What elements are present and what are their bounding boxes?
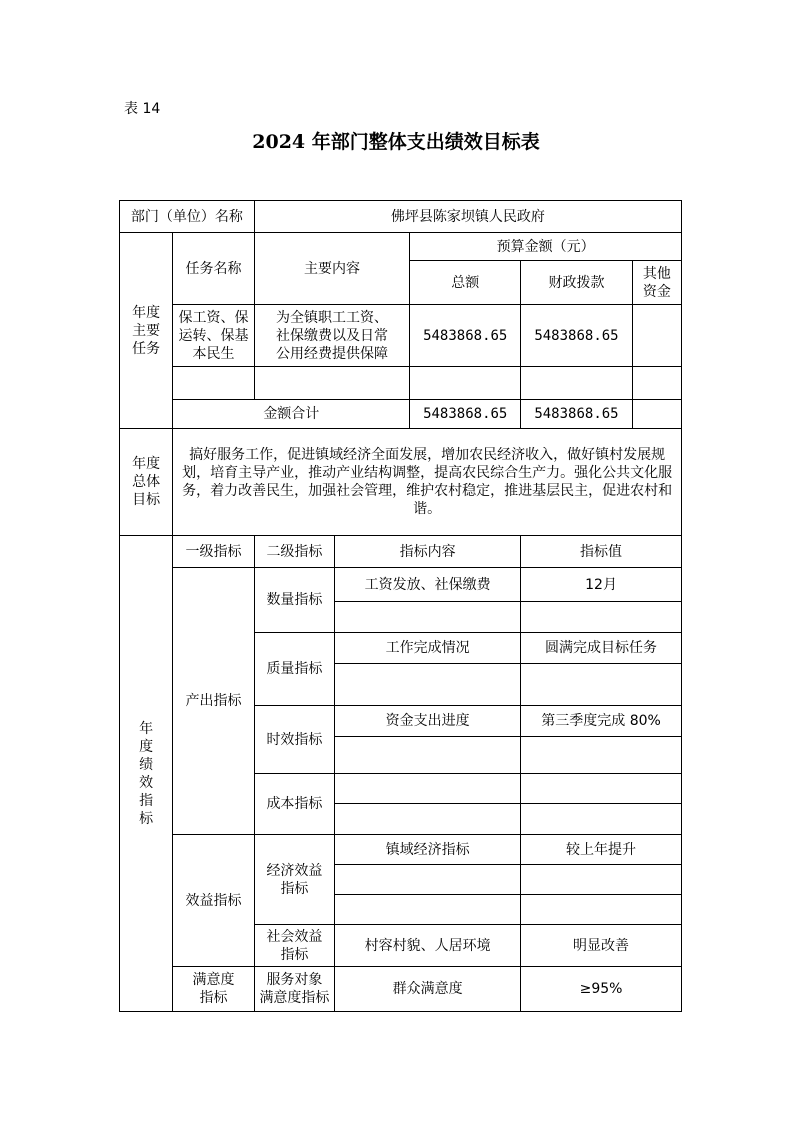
other-funds-header: 其他 资金 — [632, 261, 681, 305]
budget-header: 预算金额（元） — [410, 233, 682, 261]
indicator-content — [335, 895, 521, 925]
level2-timeliness: 时效指标 — [254, 706, 334, 774]
indicator-content — [335, 602, 521, 633]
empty-cell — [254, 367, 410, 400]
indicator-value — [521, 804, 682, 835]
performance-target-table — [119, 200, 682, 1012]
indicator-value — [521, 737, 682, 774]
level1-benefit: 效益指标 — [173, 835, 254, 967]
task-content-cell: 为全镇职工工资、 社保缴费以及日常 公用经费提供保障 — [254, 305, 410, 367]
fiscal-header: 财政拨款 — [521, 261, 633, 305]
indicator-content: 工作完成情况 — [335, 633, 521, 664]
level2-quality: 质量指标 — [254, 633, 334, 706]
indicator-value — [521, 774, 682, 804]
task-other-cell — [632, 305, 681, 367]
dept-value: 佛坪县陈家坝镇人民政府 — [254, 201, 681, 233]
indicator-content: 村容村貌、人居环境 — [335, 925, 521, 967]
level2-economic-benefit: 经济效益 指标 — [254, 835, 334, 925]
indicator-value: 较上年提升 — [521, 835, 682, 865]
indicator-value — [521, 865, 682, 895]
indicator-content: 镇域经济指标 — [335, 835, 521, 865]
level1-satisfaction: 满意度 指标 — [173, 967, 254, 1012]
indicator-value: 12月 — [521, 568, 682, 602]
level2-social-benefit: 社会效益 指标 — [254, 925, 334, 967]
task-total-cell: 5483868.65 — [410, 305, 521, 367]
dept-label: 部门（单位）名称 — [120, 201, 255, 233]
document-title: 2024 年部门整体支出绩效目标表 — [252, 131, 540, 153]
level2-service-satisfaction: 服务对象 满意度指标 — [254, 967, 334, 1012]
indicator-value: 圆满完成目标任务 — [521, 633, 682, 664]
sum-total: 5483868.65 — [410, 400, 521, 429]
sum-fiscal: 5483868.65 — [521, 400, 633, 429]
indicator-header-level1: 一级指标 — [173, 536, 254, 568]
indicator-value — [521, 602, 682, 633]
empty-cell — [410, 367, 521, 400]
indicator-value: 第三季度完成 80% — [521, 706, 682, 737]
level2-quantity: 数量指标 — [254, 568, 334, 633]
section-performance-indicators: 年 度 绩 效 指 标 — [120, 536, 173, 1012]
indicator-value — [521, 664, 682, 706]
indicator-value: ≥95% — [521, 967, 682, 1012]
indicator-value — [521, 895, 682, 925]
total-header: 总额 — [410, 261, 521, 305]
indicator-content — [335, 737, 521, 774]
indicator-content — [335, 664, 521, 706]
indicator-content: 工资发放、社保缴费 — [335, 568, 521, 602]
empty-cell — [632, 367, 681, 400]
overall-goal-text: 搞好服务工作，促进镇域经济全面发展，增加农民经济收入，做好镇村发展规划，培育主导产业，推动产业结构调整，提高农民综合生产力。强化公共文化服务，着力改善民生，加强社会管理，维护农村稳定，推进基层民主，促进农村和谐。 — [173, 429, 682, 536]
empty-cell — [173, 367, 254, 400]
indicator-header-content: 指标内容 — [335, 536, 521, 568]
empty-cell — [521, 367, 633, 400]
main-content-header: 主要内容 — [254, 233, 410, 305]
task-fiscal-cell: 5483868.65 — [521, 305, 633, 367]
section-overall-goal: 年度 总体 目标 — [120, 429, 173, 536]
task-name-header: 任务名称 — [173, 233, 254, 305]
indicator-content: 群众满意度 — [335, 967, 521, 1012]
indicator-header-level2: 二级指标 — [254, 536, 334, 568]
level2-cost: 成本指标 — [254, 774, 334, 835]
sum-label: 金额合计 — [173, 400, 410, 429]
indicator-value: 明显改善 — [521, 925, 682, 967]
indicator-content — [335, 804, 521, 835]
section-annual-tasks: 年度 主要 任务 — [120, 233, 173, 429]
indicator-header-value: 指标值 — [521, 536, 682, 568]
table-number-label: 表 14 — [124, 101, 161, 117]
task-name-cell: 保工资、保 运转、保基 本民生 — [173, 305, 254, 367]
level1-output: 产出指标 — [173, 568, 254, 835]
indicator-content: 资金支出进度 — [335, 706, 521, 737]
indicator-content — [335, 774, 521, 804]
sum-other — [632, 400, 681, 429]
indicator-content — [335, 865, 521, 895]
